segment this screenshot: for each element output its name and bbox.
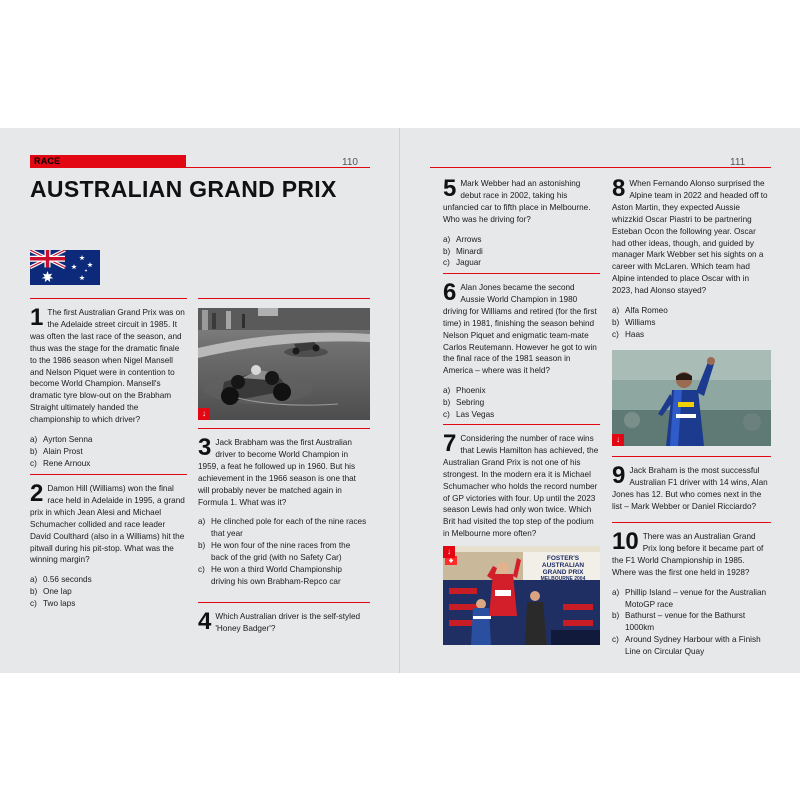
option-letter: a) bbox=[443, 234, 451, 244]
option-text: Las Vegas bbox=[456, 410, 495, 420]
question-text: Alan Jones became the second Aussie World Champion in 1980 driving for Williams and retired (for the first time) in 1981, finishing the season behind Nelson Piquet and enigmatic team-mate Carlos Reutemann. However he got to win the final race of the 1981 season in America – where was it held? bbox=[443, 283, 597, 376]
answer-options bbox=[443, 234, 600, 270]
option-text: Around Sydney Harbour with a Finish Line on Circular Quay bbox=[625, 635, 761, 657]
answer-option bbox=[443, 409, 600, 421]
question-rule bbox=[198, 602, 370, 603]
question-9 bbox=[612, 462, 771, 513]
question-number: 7 bbox=[443, 430, 457, 457]
question-1 bbox=[30, 304, 187, 470]
option-text: He won a third World Championship driving his own Brabham-Repco car bbox=[211, 565, 342, 586]
question-text: Mark Webber had an astonishing debut race in 2002, taking his unfancied car to fifth place in Melbourne. Who was he driving for? bbox=[443, 179, 591, 224]
book-spread bbox=[0, 128, 800, 673]
race-car-photo bbox=[198, 308, 370, 420]
question-7 bbox=[443, 430, 600, 540]
question-text: When Fernando Alonso surprised the Alpine team in 2022 and headed off to Aston Martin, they expected Aussie whizzkid Oscar Piastri to be partnering Esteban Ocon the following year. Oscar had other ideas, though, and guided by manager Mark Webber set his sights on a career with McLaren. Which team had Alpine intended to place Oscar with in 2023, had Alonso stayed? bbox=[612, 179, 768, 296]
page-title: AUSTRALIAN GRAND PRIX bbox=[30, 176, 337, 202]
question-text: Considering the number of race wins that Lewis Hamilton has achieved, the Australian Grand Prix is not one of his strongest. In the modern era it is Michael Schumacher who holds the record number of GP victories with four. Up until the 2023 season Lewis had only won twice. Which Brit had visited the top step of the podium in Melbourne more often? bbox=[443, 434, 599, 539]
section-tab bbox=[30, 155, 186, 168]
option-letter: c) bbox=[443, 258, 450, 268]
answer-options bbox=[30, 574, 187, 610]
option-letter: c) bbox=[30, 599, 37, 609]
question-number: 1 bbox=[30, 304, 44, 331]
question-5 bbox=[443, 175, 600, 269]
question-6 bbox=[443, 279, 600, 421]
podium-banner bbox=[529, 555, 597, 583]
arrow-down-icon: ↓ bbox=[443, 546, 455, 558]
option-text: Arrows bbox=[456, 234, 482, 244]
section-label: RACE bbox=[34, 156, 61, 166]
question-rule bbox=[198, 428, 370, 429]
option-letter: b) bbox=[612, 317, 620, 327]
question-4 bbox=[198, 608, 368, 635]
question-number: 5 bbox=[443, 175, 457, 202]
banner-text: MELBOURNE 2004 bbox=[540, 576, 586, 582]
question-text: The first Australian Grand Prix was on the Adelaide street circuit in 1985. It was often the last race of the season, and thus was the stage for the dramatic finale to the 1986 season when Nigel Mansell and Nelson Piquet were in contention to become World Champion. Mansell's dramatic tyre blow-out on the Brabham Straight ultimately handed the championship to which driver? bbox=[30, 308, 185, 425]
answer-options bbox=[30, 434, 187, 470]
answer-option bbox=[612, 610, 771, 634]
option-text: Bathurst – venue for the Bathurst 1000km bbox=[625, 611, 746, 633]
option-letter: a) bbox=[443, 386, 451, 396]
question-rule bbox=[443, 424, 600, 425]
question-number: 8 bbox=[612, 175, 626, 202]
option-letter: a) bbox=[30, 575, 38, 585]
option-text: Rene Arnoux bbox=[43, 458, 91, 468]
option-letter: c) bbox=[443, 410, 450, 420]
option-text: One lap bbox=[43, 587, 72, 597]
option-letter: c) bbox=[612, 329, 619, 339]
question-rule bbox=[30, 298, 187, 299]
question-text: Damon Hill (Williams) won the final race held in Adelaide in 1995, a grand prix in which Jean Alesi and Michael Schumacher collided and race leader David Coulthard (also in a Williams) hit the pitwall during his pit-stop. What was the winning margin? bbox=[30, 484, 185, 565]
option-letter: b) bbox=[30, 446, 38, 456]
answer-option bbox=[30, 598, 187, 610]
answer-option bbox=[30, 434, 187, 446]
banner-text: AUSTRALIAN bbox=[541, 562, 585, 569]
question-number: 2 bbox=[30, 480, 44, 507]
answer-option bbox=[30, 586, 187, 598]
option-text: Minardi bbox=[456, 246, 483, 256]
option-letter: b) bbox=[30, 587, 38, 597]
answer-options bbox=[612, 305, 771, 341]
answer-option bbox=[30, 574, 187, 586]
option-text: He won four of the nine races from the back of the grid (with no Safety Car) bbox=[211, 541, 351, 563]
question-number: 9 bbox=[612, 462, 626, 489]
question-text: Jack Braham is the most successful Australian F1 driver with 14 wins, Alan Jones has 12. But who comes next in the list – Mark Webber or Daniel Ricciardo? bbox=[612, 466, 768, 511]
option-letter: c) bbox=[612, 635, 619, 645]
left-header-bar bbox=[30, 155, 370, 168]
question-rule bbox=[30, 474, 187, 475]
answer-option bbox=[612, 634, 771, 658]
option-text: Phillip Island – venue for the Australian MotoGP race bbox=[625, 587, 767, 609]
question-text: There was an Australian Grand Prix long before it became part of the F1 World Championship in 1985. Where was the first one held in 1928? bbox=[612, 532, 764, 577]
question-8 bbox=[612, 175, 771, 341]
header-rule bbox=[430, 167, 771, 168]
option-letter: c) bbox=[198, 565, 205, 575]
left-page-number: 110 bbox=[342, 157, 358, 168]
question-3 bbox=[198, 434, 368, 588]
option-letter: a) bbox=[612, 306, 620, 316]
option-letter: b) bbox=[198, 541, 206, 551]
answer-option bbox=[612, 329, 771, 341]
answer-option bbox=[443, 246, 600, 258]
answer-option bbox=[30, 458, 187, 470]
option-text: Williams bbox=[625, 317, 656, 327]
answer-options bbox=[443, 385, 600, 421]
page-gutter bbox=[399, 128, 400, 673]
option-text: Sebring bbox=[456, 398, 485, 408]
question-10 bbox=[612, 528, 771, 658]
driver-celebration-photo bbox=[612, 350, 771, 446]
question-2 bbox=[30, 480, 187, 610]
answer-option bbox=[443, 397, 600, 409]
question-number: 6 bbox=[443, 279, 457, 306]
podium-photo bbox=[443, 546, 600, 645]
question-number: 10 bbox=[612, 528, 639, 555]
right-header-bar bbox=[430, 155, 771, 168]
answer-option bbox=[198, 516, 368, 540]
answer-option bbox=[198, 564, 368, 588]
answer-option bbox=[612, 317, 771, 329]
question-text: Which Australian driver is the self-styled 'Honey Badger'? bbox=[215, 612, 361, 633]
answer-options bbox=[612, 587, 771, 658]
banner-text: GRAND PRIX bbox=[542, 569, 584, 576]
question-text: Jack Brabham was the first Australian driver to become World Champion in 1959, a feat he followed up in 1960. But his achievement in the 1966 season is one that will probably never be matched again in Formula 1. What was it? bbox=[198, 438, 356, 507]
answer-options bbox=[198, 516, 368, 587]
option-text: Alain Prost bbox=[43, 446, 83, 456]
arrow-down-icon: ↓ bbox=[198, 408, 210, 420]
answer-option bbox=[443, 257, 600, 269]
question-rule bbox=[443, 273, 600, 274]
photo-rule bbox=[198, 298, 370, 299]
right-page-number: 111 bbox=[730, 157, 746, 168]
option-letter: c) bbox=[30, 458, 37, 468]
option-letter: a) bbox=[612, 587, 620, 597]
question-rule bbox=[612, 456, 771, 457]
question-number: 3 bbox=[198, 434, 212, 461]
answer-option bbox=[443, 234, 600, 246]
option-text: 0.56 seconds bbox=[43, 575, 92, 585]
answer-option bbox=[198, 540, 368, 564]
arrow-down-icon: ↓ bbox=[612, 434, 624, 446]
option-letter: b) bbox=[443, 398, 451, 408]
option-text: Phoenix bbox=[456, 386, 486, 396]
option-text: Alfa Romeo bbox=[625, 306, 668, 316]
option-letter: b) bbox=[443, 246, 451, 256]
option-letter: a) bbox=[198, 517, 206, 527]
option-letter: b) bbox=[612, 611, 620, 621]
australian-flag-image bbox=[30, 250, 100, 285]
answer-option bbox=[612, 587, 771, 611]
question-number: 4 bbox=[198, 608, 212, 635]
answer-option bbox=[30, 446, 187, 458]
option-text: Haas bbox=[625, 329, 645, 339]
option-text: Ayrton Senna bbox=[43, 435, 93, 445]
answer-option bbox=[612, 305, 771, 317]
option-letter: a) bbox=[30, 435, 38, 445]
option-text: Jaguar bbox=[456, 258, 482, 268]
option-text: Two laps bbox=[43, 599, 76, 609]
option-text: He clinched pole for each of the nine races that year bbox=[211, 517, 367, 539]
banner-text: FOSTER'S bbox=[546, 555, 580, 562]
answer-option bbox=[443, 385, 600, 397]
question-rule bbox=[612, 522, 771, 523]
